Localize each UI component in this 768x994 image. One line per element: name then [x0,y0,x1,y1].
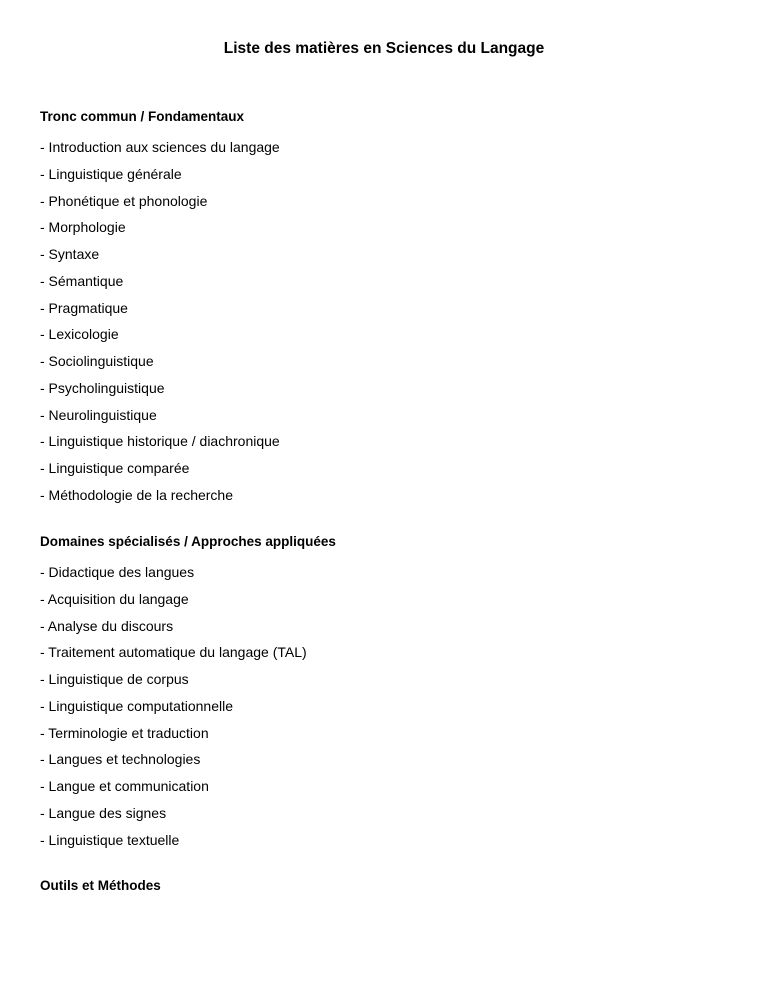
subject-list [40,138,740,504]
subject-item: - Phonétique et phonologie [40,192,208,209]
subject-item: - Pragmatique [40,299,128,316]
subject-item: - Terminologie et traduction [40,724,209,741]
subject-item: - Syntaxe [40,246,100,262]
subject-item: - Linguistique comparée [40,460,190,476]
subject-item: - Morphologie [40,219,126,236]
subject-item: - Langue des signes [40,804,167,821]
subject-item: - Traitement automatique du langage (TAL) [40,644,307,661]
subject-item: - Langues et technologies [40,751,201,768]
subject-item: - Linguistique computationnelle [40,697,234,714]
subject-item: - Sémantique [40,272,124,289]
page-title: Liste des matières en Sciences du Langage [223,40,545,57]
section-heading: Domaines spécialisés / Approches appliquées [40,534,336,549]
subject-item: - Langue et communication [40,778,209,794]
subject-item: - Psycholinguistique [40,379,165,396]
section-heading: Tronc commun / Fondamentaux [40,109,245,124]
subject-item: - Linguistique historique / diachronique [40,433,280,450]
subject-item: - Introduction aux sciences du langage [40,139,280,155]
subject-item: - Méthodologie de la recherche [40,486,234,503]
subject-item: - Sociolinguistique [40,353,154,369]
subject-item: - Acquisition du langage [40,590,189,607]
subject-item: - Linguistique de corpus [40,671,189,687]
subject-item: - Analyse du discours [40,617,174,634]
subject-item: - Neurolinguistique [40,406,157,423]
section-tronc-commun [40,108,740,513]
subject-item: - Linguistique textuelle [40,831,180,848]
subject-item: - Lexicologie [40,326,119,343]
subject-item: - Didactique des langues [40,564,195,580]
section-outils-methodes [40,877,740,907]
subject-list [40,563,740,849]
subject-item: - Linguistique générale [40,165,182,182]
section-domaines-specialises [40,533,740,857]
section-heading: Outils et Méthodes [40,878,161,893]
